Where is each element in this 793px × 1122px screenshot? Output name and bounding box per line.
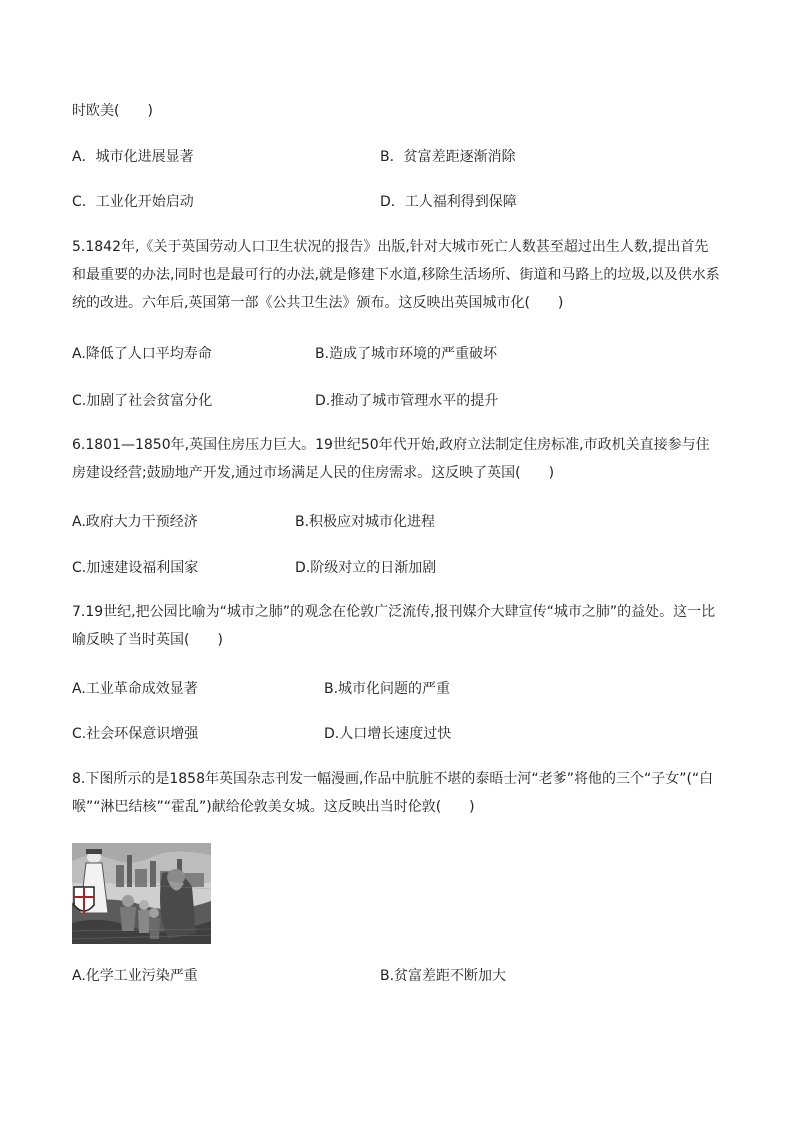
q4-option-a: A．城市化进展显著 <box>72 149 194 165</box>
q6-option-c: C.加速建设福利国家 <box>72 560 199 576</box>
q5-option-a: A.降低了人口平均寿命 <box>72 346 212 362</box>
q4-option-b: B．贫富差距逐渐消除 <box>380 149 516 165</box>
q5-option-c: C.加剧了社会贫富分化 <box>72 393 213 409</box>
q4-option-c: C．工业化开始启动 <box>72 194 194 210</box>
q7-option-d: D.人口增长速度过快 <box>324 726 452 742</box>
q6-option-b: B.积极应对城市化进程 <box>295 514 436 530</box>
q8-option-a: A.化学工业污染严重 <box>72 968 198 984</box>
q6-option-a: A.政府大力干预经济 <box>72 514 198 530</box>
q7-option-c: C.社会环保意识增强 <box>72 726 199 742</box>
q5-option-d: D.推动了城市管理水平的提升 <box>315 393 499 409</box>
cartoon-engraving-graphic <box>72 843 211 944</box>
q8-option-b: B.贫富差距不断加大 <box>380 968 507 984</box>
q7-option-a: A.工业革命成效显著 <box>72 681 198 697</box>
q7-stem: 7.19世纪,把公园比喻为“城市之肺”的观念在伦敦广泛流传,报刊媒介大肆宣传“城市之肺”的益处。这一比喻反映了当时英国( ) <box>72 604 716 648</box>
q7-option-b: B.城市化问题的严重 <box>324 681 451 697</box>
question-continuation: 时欧美( ) <box>72 103 153 119</box>
q5-stem: 5.1842年,《关于英国劳动人口卫生状况的报告》出版,针对大城市死亡人数甚至超过出生人数,提出首先和最重要的办法,同时也是最可行的办法,就是修建下水道,移除生活场所、街道和马路上的垃圾,以及供水系统的改进。六年后,英国第一部《公共卫生法》颁布。这反映出英国城市化( ) <box>72 239 720 311</box>
q8-stem: 8.下图所示的是1858年英国杂志刊发一幅漫画,作品中肮脏不堪的泰晤士河“老爹”将他的三个“子女”(“白喉”“淋巴结核”“霍乱”)献给伦敦美女城。这反映出当时伦敦( ) <box>72 771 714 815</box>
q4-option-d: D．工人福利得到保障 <box>380 194 517 210</box>
q6-option-d: D.阶级对立的日渐加剧 <box>295 560 437 576</box>
cartoon-illustration <box>72 843 211 944</box>
q6-stem: 6.1801—1850年,英国住房压力巨大。19世纪50年代开始,政府立法制定住房标准,市政机关直接参与住房建设经营;鼓励地产开发,通过市场满足人民的住房需求。这反映了英国( ) <box>72 437 710 481</box>
q5-option-b: B.造成了城市环境的严重破坏 <box>315 346 498 362</box>
